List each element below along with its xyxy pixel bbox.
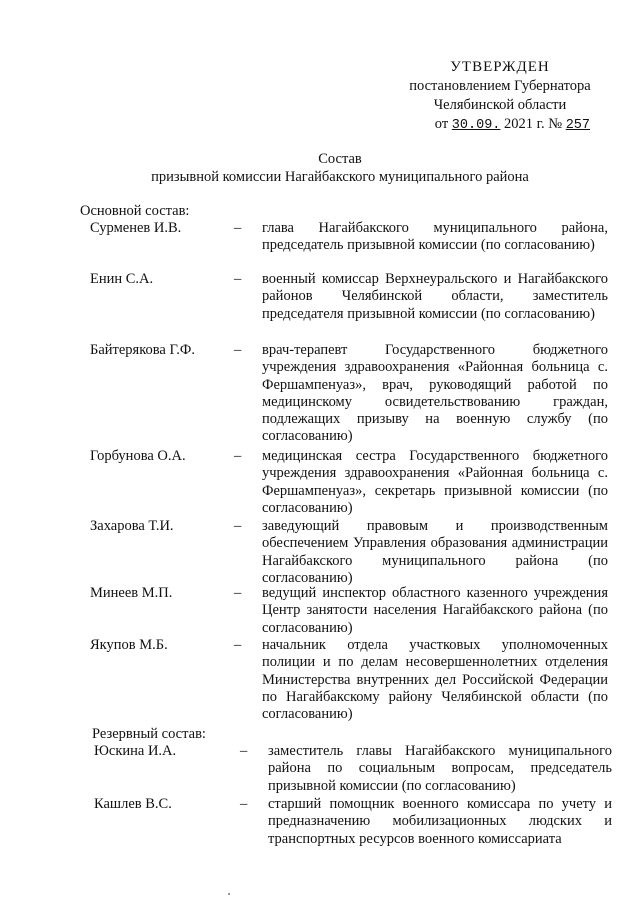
member-name: Кашлев В.С. xyxy=(94,796,172,812)
member-description: военный комиссар Верхнеуральского и Нагайбакского районов Челябинской области, заместитель председателя призывной комиссии (по согласованию) xyxy=(262,271,608,322)
member-dash: – xyxy=(240,743,248,759)
decree-number: 257 xyxy=(565,118,590,133)
date-value: 30.09. xyxy=(451,118,501,133)
date-prefix: от xyxy=(434,116,449,132)
title-line-1: Состав xyxy=(318,151,362,167)
main-section-label: Основной состав: xyxy=(80,203,190,219)
member-dash: – xyxy=(234,585,242,601)
member-description: ведущий инспектор областного казенного учреждения Центр занятости населения Нагайбакского района (по согласованию) xyxy=(262,585,608,636)
member-name: Енин С.А. xyxy=(90,271,154,287)
member-name: Захарова Т.И. xyxy=(90,518,174,534)
approval-heading: УТВЕРЖДЕН xyxy=(450,59,550,75)
member-dash: – xyxy=(234,342,242,358)
member-name: Байтерякова Г.Ф. xyxy=(90,342,195,358)
member-description: начальник отдела участковых уполномоченных полиции и по делам несовершеннолетних отделения Министерства внутренних дел Российской Федерации по Нагайбакскому району Челябинской области (по согласованию) xyxy=(262,637,608,723)
title-line-2: призывной комиссии Нагайбакского муниципального района xyxy=(151,169,529,185)
member-name: Минеев М.П. xyxy=(90,585,173,601)
approval-line-1: постановлением Губернатора xyxy=(409,78,591,94)
scan-speck xyxy=(228,893,230,895)
approval-date-line xyxy=(380,115,620,135)
member-dash: – xyxy=(234,637,242,653)
approval-line-2: Челябинской области xyxy=(433,97,567,113)
member-name: Горбунова О.А. xyxy=(90,448,186,464)
member-dash: – xyxy=(240,796,248,812)
approval-stamp xyxy=(380,58,620,135)
member-name: Сурменев И.В. xyxy=(90,220,182,236)
member-description: медицинская сестра Государственного бюджетного учреждения здравоохранения «Районная больница с. Фершампенуаз», секретарь призывной комиссии (по согласованию) xyxy=(262,448,608,516)
member-description: старший помощник военного комиссара по учету и предназначению мобилизационных людских и транспортных ресурсов военного комиссариата xyxy=(268,796,612,847)
member-dash: – xyxy=(234,448,242,464)
member-description: заведующий правовым и производственным обеспечением Управления образования администрации Нагайбакского муниципального района (по согласованию) xyxy=(262,518,608,586)
member-description: врач-терапевт Государственного бюджетного учреждения здравоохранения «Районная больница с. Фершампенуаз», врач, руководящий работой по медицинскому освидетельствованию граждан, подлежащих призыву на военную службу (по согласованию) xyxy=(262,342,608,445)
reserve-section-label: Резервный состав: xyxy=(92,726,206,742)
member-name: Юскина И.А. xyxy=(94,743,177,759)
date-year: 2021 г. № xyxy=(504,116,563,132)
member-dash: – xyxy=(234,518,242,534)
member-name: Якупов М.Б. xyxy=(90,637,168,653)
member-description: глава Нагайбакского муниципального района, председатель призывной комиссии (по согласованию) xyxy=(262,220,608,254)
member-description: заместитель главы Нагайбакского муниципального района по социальным вопросам, председатель призывной комиссии (по согласованию) xyxy=(268,743,612,794)
document-title xyxy=(100,150,580,186)
member-dash: – xyxy=(234,271,242,287)
member-dash: – xyxy=(234,220,242,236)
